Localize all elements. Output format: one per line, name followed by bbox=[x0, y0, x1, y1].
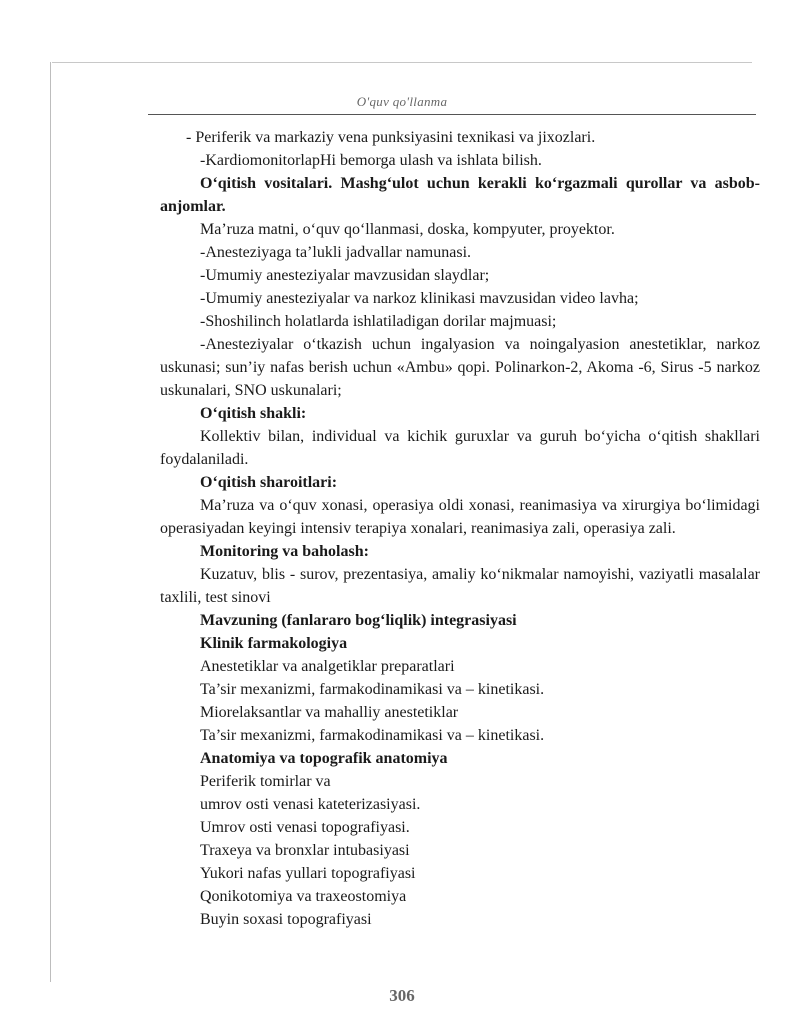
list-item: -Umumiy anesteziyalar mavzusidan slaydlar; bbox=[200, 267, 490, 284]
subsection-heading: Anatomiya va topografik anatomiya bbox=[200, 750, 448, 767]
running-header: O'quv qo'llanma bbox=[356, 94, 448, 109]
list-item: Ma’ruza matni, o‘quv qo‘llanmasi, doska, kompyuter, proyektor. bbox=[200, 221, 615, 238]
section-heading: Mavzuning (fanlararo bog‘liqlik) integrasiyasi bbox=[200, 612, 517, 629]
list-item: Anestetiklar va analgetiklar preparatlari bbox=[200, 658, 455, 675]
header-rule bbox=[148, 114, 756, 115]
paragraph: Kuzatuv, blis - surov, prezentasiya, amaliy ko‘nikmalar namoyishi, vaziyatli masalalar taxlili, test sinovi bbox=[160, 566, 760, 606]
list-item: Yukori nafas yullari topografiyasi bbox=[200, 865, 416, 882]
list-item: -Shoshilinch holatlarda ishlatiladigan dorilar majmuasi; bbox=[200, 313, 557, 330]
list-item: Umrov osti venasi topografiyasi. bbox=[200, 819, 410, 836]
list-item: umrov osti venasi kateterizasiyasi. bbox=[200, 796, 421, 813]
body-text bbox=[160, 126, 760, 931]
list-item: Traxeya va bronxlar intubasiyasi bbox=[200, 842, 410, 859]
page-number: 306 bbox=[389, 986, 415, 1005]
subsection-heading: Klinik farmakologiya bbox=[200, 635, 348, 652]
paragraph: Ma’ruza va o‘quv xonasi, operasiya oldi xonasi, reanimasiya va xirurgiya bo‘limidagi operasiyadan keyingi intensiv terapiya xonalari, reanimasiya zali, operasiya zali. bbox=[160, 497, 760, 537]
section-heading: O‘qitish vositalari. Mashg‘ulot uchun kerakli ko‘rgazmali qurollar va asbob-anjomlar. bbox=[160, 175, 760, 215]
list-item: -Anesteziyalar o‘tkazish uchun ingalyasion va noingalyasion anestetiklar, narkoz uskunasi; sun’iy nafas berish uchun «Ambu» qopi. Polinarkon-2, Akoma -6, Sirus -5 narkoz uskunalari, SNO uskunalari; bbox=[160, 336, 760, 399]
paragraph: Kollektiv bilan, individual va kichik guruxlar va guruh bo‘yicha o‘qitish shakllari foydalaniladi. bbox=[160, 428, 760, 468]
list-item: Miorelaksantlar va mahalliy anestetiklar bbox=[200, 704, 459, 721]
list-item: Periferik tomirlar va bbox=[200, 773, 331, 790]
section-heading: O‘qitish sharoitlari: bbox=[200, 474, 338, 491]
list-item: Ta’sir mexanizmi, farmakodinamikasi va – kinetikasi. bbox=[200, 727, 545, 744]
page-top-edge bbox=[52, 62, 752, 63]
section-heading: Monitoring va baholash: bbox=[200, 543, 369, 560]
list-item: -Anesteziyaga ta’lukli jadvallar namunasi. bbox=[200, 244, 472, 261]
section-heading: O‘qitish shakli: bbox=[200, 405, 307, 422]
text-line: - Periferik va markaziy vena punksiyasini texnikasi va jixozlari. bbox=[186, 129, 596, 146]
list-item: Qonikotomiya va traxeostomiya bbox=[200, 888, 407, 905]
list-item: -Umumiy anesteziyalar va narkoz klinikasi mavzusidan video lavha; bbox=[200, 290, 639, 307]
page-left-edge bbox=[50, 62, 51, 982]
list-item: Buyin soxasi topografiyasi bbox=[200, 911, 372, 928]
list-item: Ta’sir mexanizmi, farmakodinamikasi va – kinetikasi. bbox=[200, 681, 545, 698]
text-line: -KardiomonitorlapHi bemorga ulash va ishlata bilish. bbox=[200, 152, 542, 169]
